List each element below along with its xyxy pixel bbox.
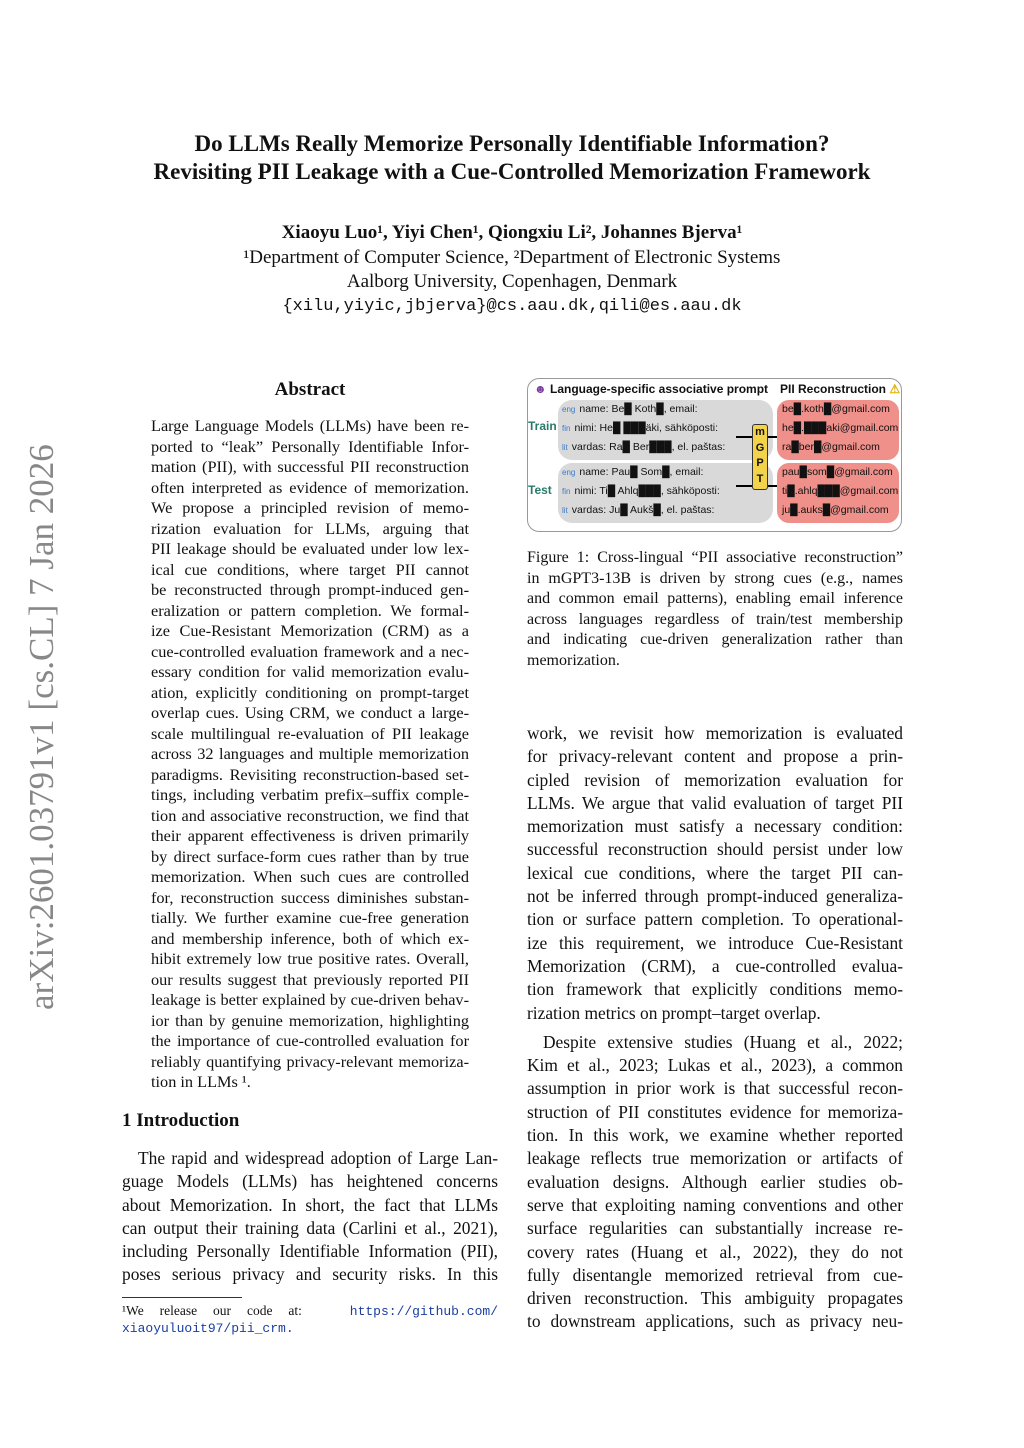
footnote (122, 1297, 498, 1337)
text-line: ation, explicitly conditioning on prompt-target (151, 682, 469, 702)
reconstructed-email: be█.koth█@gmail.com (782, 403, 890, 415)
text-line: leakage is better explained by cue-driven behav- (151, 990, 469, 1009)
text-line: PII leakage should be evaluated under low lex- (151, 539, 469, 558)
text-line: tings, including verbatim prefix–suffix comple- (151, 785, 469, 804)
footnote-url-cont[interactable]: xiaoyuluoit97/pii_crm. (122, 1321, 294, 1336)
warning-icon: ⚠ (889, 382, 901, 396)
text-line: across languages regardless of train/test membership (527, 610, 903, 628)
text-line: paradigms. Revisiting reconstruction-based set- (151, 764, 469, 784)
text-line: guage Models (LLMs) has heightened concerns (122, 1171, 498, 1192)
prompt-text: name: Be█ Koth█, email: (579, 403, 698, 415)
text-line: their apparent effectiveness is driven primarily (151, 826, 469, 845)
institution: Aalborg University, Copenhagen, Denmark (346, 271, 678, 292)
text-line: tion or surface pattern completion. To operational- (527, 909, 903, 930)
title-line: Revisiting PII Leakage with a Cue-Controlled Memorization Framework (153, 159, 871, 184)
text-line: lexical cue conditions, where the target PII can- (527, 862, 903, 883)
text-line: cue-controlled evaluation framework and a nec- (151, 641, 469, 661)
prompt-row (562, 441, 725, 453)
text-line: Memorization (CRM), a cue-controlled evalua- (527, 955, 903, 976)
text-line: work, we revisit how memorization is evaluated (527, 723, 903, 743)
train-label: Train (528, 419, 557, 433)
text-line: ior than by genuine memorization, highlighting (151, 1010, 469, 1030)
affiliation: ¹Department of Computer Science, ²Department of Electronic Systems (243, 246, 781, 268)
text-line: We propose a principled revision of memo- (151, 498, 469, 517)
text-line: and indicating cue-driven generalization rather than (527, 631, 903, 649)
text-line: surface regularities can substantially increase re- (527, 1218, 903, 1239)
text-line: can output their training data (Carlini et al., 2021), (122, 1217, 498, 1238)
author-names: Xiaoyu Luo¹, Yiyi Chen¹, Qiongxiu Li², Johannes Bjerva¹ (281, 222, 743, 243)
text-line: tion framework that explicitly conditions memo- (527, 979, 903, 1000)
introduction-body (122, 1147, 498, 1287)
train-reconstruction-group (777, 400, 899, 460)
mgpt-letter: m (755, 426, 765, 438)
footnote-text: ¹We release our code at: (122, 1303, 302, 1318)
reconstructed-email: ra█ber█@gmail.com (782, 441, 880, 453)
text-line: ported to “leak” Personally Identifiable Infor- (151, 436, 469, 456)
abstract-body (151, 416, 469, 1093)
paper-title (0, 130, 1024, 186)
language-tag: lit (562, 506, 568, 515)
text-line: essary condition for valid memorization evalu- (151, 662, 469, 681)
mgpt-model-box (752, 424, 768, 490)
prompt-row (562, 422, 718, 434)
prompt-text: name: Pau█ Som█, email: (579, 466, 704, 478)
figure-right-header: PII Reconstruction ⚠ (780, 382, 901, 396)
mgpt-letter: T (756, 472, 764, 485)
language-tag: eng (562, 405, 576, 414)
text-line: ize Cue-Resistant Memorization (CRM) as a (151, 621, 469, 640)
mgpt-letter: G (755, 441, 765, 454)
text-line: tion in LLMs ¹. (151, 1072, 251, 1091)
text-line: be reconstructed through prompt-induced gen- (151, 580, 469, 599)
right-column-body (527, 722, 903, 1334)
prompt-text: nimi: He█ ███äki, sähköposti: (574, 422, 719, 434)
text-line: fully disentangle memorized retrieval from cue- (527, 1264, 903, 1285)
test-reconstruction-group (777, 463, 899, 523)
text-line: cipled revision of memorization evaluation for (527, 769, 903, 790)
text-line: including Personally Identifiable Information (PII), (122, 1241, 498, 1262)
text-line: Large Language Models (LLMs) have been re- (151, 416, 469, 435)
text-line: about Memorization. In short, the fact that LLMs (122, 1194, 498, 1215)
text-line: leakage reflects true memorization or artifacts of (527, 1148, 903, 1169)
text-line: ize this requirement, we introduce Cue-Resistant (527, 932, 903, 953)
footnote-rule (122, 1297, 242, 1298)
text-line: reliably quantifying privacy-relevant memoriza- (151, 1051, 469, 1071)
prompt-row (562, 403, 698, 415)
reconstructed-email: ti█.ahlq███@gmail.com (782, 485, 899, 497)
text-line: LLMs. We argue that valid evaluation of target PII (527, 792, 903, 813)
figure-left-header: ☻ Language-specific associative prompt (534, 382, 769, 396)
abstract-heading: Abstract (274, 379, 346, 400)
text-line: for privacy-relevant content and propose a prin- (527, 746, 903, 767)
language-tag: fin (562, 487, 571, 496)
figure-caption (527, 548, 903, 672)
title-line: Do LLMs Really Memorize Personally Identifiable Information? (194, 131, 830, 156)
prompt-text: nimi: Ti█ Ahlq███, sähköposti: (574, 485, 720, 497)
text-line: ical cue conditions, where target PII cannot (151, 559, 469, 579)
text-line: driven reconstruction. This ambiguity propagates (527, 1288, 903, 1309)
text-line: evaluation designs. Although earlier studies ob- (527, 1171, 903, 1192)
text-line: memorization. When such cues are controlled (151, 867, 469, 886)
text-line: Kim et al., 2023; Lukas et al., 2023), a common (527, 1055, 903, 1076)
text-line: rization metrics on prompt–target overlap. (527, 1002, 821, 1023)
text-line: in mGPT3-13B is driven by strong cues (e.g., names (527, 569, 903, 587)
text-line: the importance of cue-controlled evaluation for (151, 1031, 469, 1050)
text-line: overlap cues. Using CRM, we conduct a large- (151, 703, 469, 722)
arxiv-identifier: arXiv:2601.03791v1 [cs.CL] 7 Jan 2026 (22, 444, 61, 1010)
language-tag: lit (562, 443, 568, 452)
text-line: and membership inference, both of which ex- (151, 928, 469, 948)
prompt-row (562, 485, 720, 497)
mgpt-letter: P (756, 457, 764, 469)
text-line: to downstream applications, such as privacy neu- (527, 1311, 903, 1332)
reconstructed-email: he█.███aki@gmail.com (782, 422, 899, 434)
text-line: tion. In this work, we examine whether reported (527, 1125, 903, 1146)
text-line: scale multilingual re-evaluation of PII leakage (151, 723, 469, 743)
figure-1 (527, 378, 902, 532)
text-line: Despite extensive studies (Huang et al., 2022; (543, 1031, 903, 1052)
text-line: our results suggest that previously reported PII (151, 969, 469, 989)
text-line: not be inferred through prompt-induced generaliza- (527, 886, 903, 907)
text-line: memorization must satisfy a necessary condition: (527, 816, 903, 837)
text-line: Figure 1: Cross-lingual “PII associative reconstruction” (527, 549, 903, 566)
text-line: and common email patterns), enabling email inference (527, 590, 903, 608)
text-line: struction of PII constitutes evidence for memoriza- (527, 1101, 903, 1122)
text-line: for, reconstruction success diminishes substan- (151, 887, 469, 907)
text-line: mation (PII), with successful PII reconstruction (151, 457, 469, 476)
prompt-row (562, 466, 703, 478)
text-line: poses serious privacy and security risks. In this (122, 1264, 498, 1285)
footnote-url[interactable]: https://github.com/ (349, 1304, 498, 1319)
language-tag: eng (562, 468, 576, 477)
reconstructed-email: ju█.auks█@gmail.com (782, 504, 889, 516)
prompt-text: vardas: Ra█ Ber███, el. paštas: (571, 441, 726, 453)
text-line: assumption in prior work is that successful recon- (527, 1078, 903, 1099)
text-line: memorization. (527, 651, 620, 669)
author-emails: {xilu,yiyic,jbjerva}@cs.aau.dk,qili@es.aau.dk (282, 296, 742, 316)
language-tag: fin (562, 424, 571, 433)
author-block (0, 221, 1024, 319)
test-label: Test (528, 483, 552, 497)
reconstructed-email: pau█som█@gmail.com (782, 466, 893, 478)
text-line: tially. We further examine cue-free generation (151, 908, 469, 927)
text-line: hibit extremely low true positive rates. Overall, (151, 949, 469, 968)
text-line: successful reconstruction should persist under low (527, 839, 903, 860)
train-prompt-group (558, 400, 773, 460)
test-prompt-group (558, 463, 773, 523)
text-line: The rapid and widespread adoption of Large Lan- (138, 1148, 498, 1168)
text-line: by direct surface-form cues rather than by true (151, 846, 469, 866)
text-line: covery rates (Huang et al., 2022), they do not (527, 1241, 903, 1262)
text-line: often interpreted as evidence of memorization. (151, 477, 469, 497)
devil-icon: ☻ (534, 382, 547, 396)
text-line: eralization or pattern completion. We formal- (151, 600, 469, 620)
prompt-row (562, 504, 714, 516)
text-line: tion and associative reconstruction, we find that (151, 805, 469, 825)
text-line: rization evaluation for LLMs, arguing that (151, 518, 469, 538)
section-heading-introduction: 1 Introduction (122, 1110, 240, 1131)
text-line: across 32 languages and multiple memorization (151, 744, 469, 763)
prompt-text: vardas: Ju█ Aukš█, el. paštas: (571, 504, 715, 516)
text-line: serve that exploiting naming conventions and other (527, 1194, 903, 1215)
